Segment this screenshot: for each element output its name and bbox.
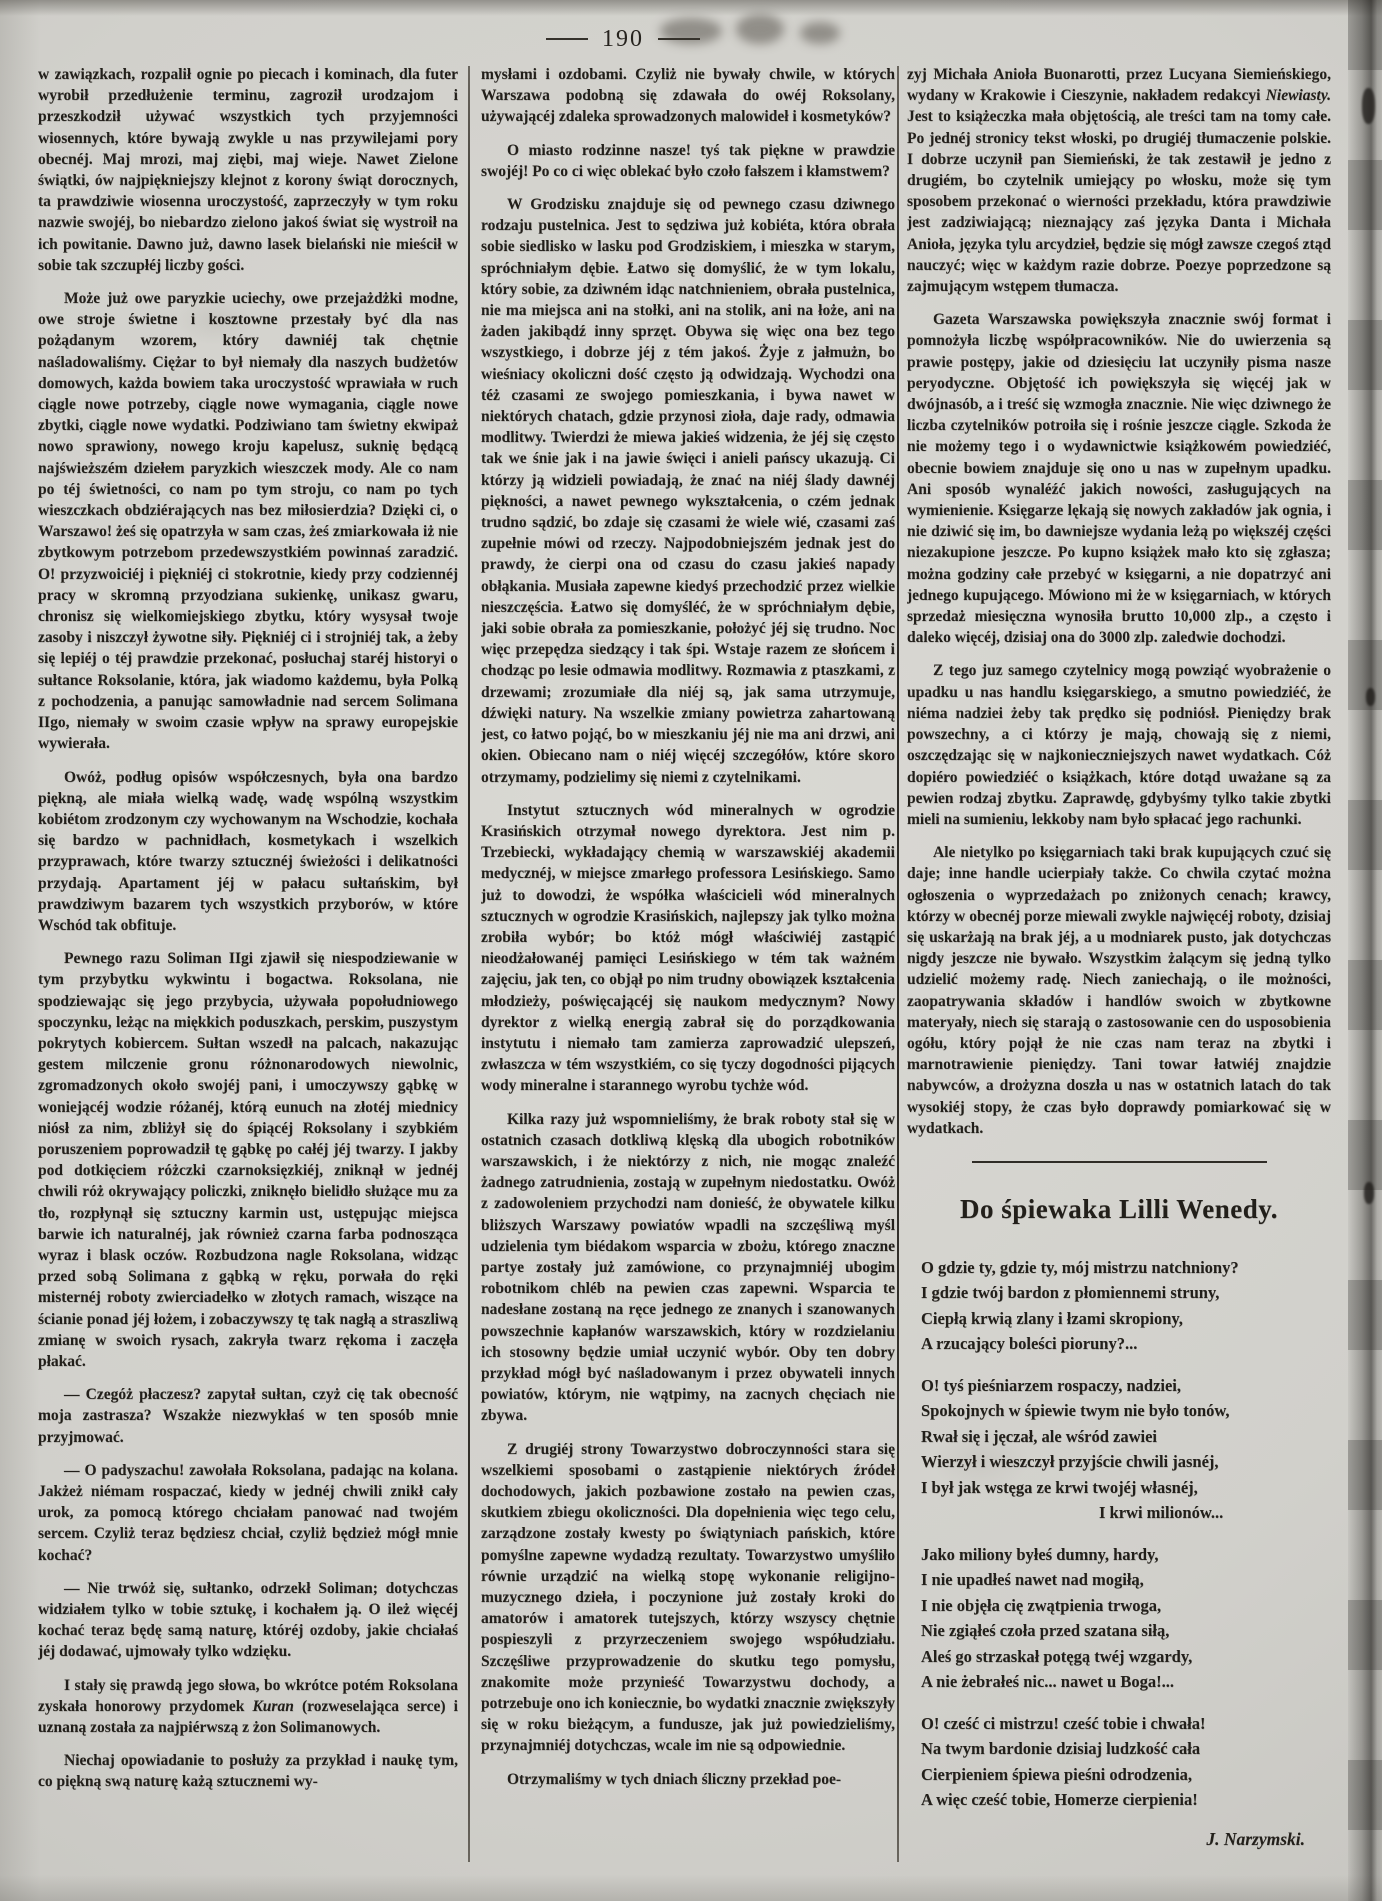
text-run: — O padyszachu! zawołała Roksolana, padając na kolana. Jakżeż niémam rospaczać, kiedy w jednéj chwili znikł cały urok, za pomocą którego chciałam panować nad twojém sercem. Czyliż teraz będziesz chciał, czyliż będzież mógł mnie kochać? bbox=[38, 1461, 458, 1564]
text-run: Jest to książeczka mała objętością, ale treści tam na tomy całe. Po jednéj stronicy tekst włoski, po drugiéj tłumaczenie polskie. I dobrze uczynił pan Siemieński, że tak zestawił je jedno z drugiém, bo czytelnik umiejący po włosku, może się tym sposobem przekonać o wierności przekładu, która prawdziwie jest zadziwiającą; nieznający zaś języka Danta i Michała Anioła, języka tylu arcydzieł, będzie się mógł zawsze czegoś ztąd nauczyć; więc w każdym razie dobrze. Poezye poprzedzone są zajmującym wstępem tłumacza. bbox=[907, 108, 1331, 296]
paragraph bbox=[38, 948, 458, 1372]
paragraph bbox=[907, 842, 1331, 1139]
paragraph bbox=[481, 140, 895, 182]
paragraph bbox=[481, 1769, 895, 1790]
text-run: w zawiązkach, rozpalił ognie po piecach i kominach, dla futer wyrobił przedłużenie terminu, zagroził urodzajom i przeszkodził używać wszystkich tych przyjemności wiosennych, które bywają zwykle u nas przywilejami pory obecnéj. Maj mrozi, maj ziębi, maj wieje. Nawet Zielone świątki, ów najpiękniejszy klejnot z korony świąt dorocznych, ta prawdziwie wiosenna uroczystość, zaprzeczyły w tym roku nazwie swojéj, bo niebardzo zielono jakoś świat się wystroił na ich powitanie. Dawno już, dawno lasek bielański nie mieścił w sobie tak szczupłéj liczby gości. bbox=[38, 66, 458, 274]
paragraph bbox=[481, 1439, 895, 1757]
poem-line: O gdzie ty, gdzie ty, mój mistrzu natchniony? bbox=[921, 1257, 1239, 1277]
gutter-ink-blob bbox=[1366, 688, 1375, 706]
paragraph bbox=[907, 660, 1331, 830]
column-divider-left bbox=[468, 66, 470, 1862]
ink-bleed-smudge bbox=[660, 18, 722, 44]
poem-line: O! cześć ci mistrzu! cześć tobie i chwała! bbox=[921, 1713, 1206, 1733]
text-run: O miasto rodzinne nasze! tyś tak piękne w prawdzie swojéj! Po co ci więc oblekać było czoło fałszem i kłamstwem? bbox=[481, 141, 895, 180]
text-run: Instytut sztucznych wód mineralnych w ogrodzie Krasińskich otrzymał nowego dyrektora. Jest nim p. Trzebiecki, wykładający chemią w warszawskiéj akademii medycznéj, w miejsce zmarłego professora Lesińskiego. Samo już to dowodzi, że współka właścicieli wód mineralnych sztucznych w ogrodzie Krasińskich, najlepszy jak tylko można zrobiła wybór; bo któż mógł właściwiéj zastąpić nieodżałowanéj pamięci Lesińskiego w tém tak ważném zajęciu, jak ten, co objął po nim trudny obowiązek kształcenia młodzieży, poświęcającéj się naukom medycznym? Nowy dyrektor z wielką energią zabrał się do porządkowania instytutu i niemało tam zamierza zaprowadzić ulepszeń, zwłaszcza w tém wszystkiém, co się tyczy dogodności pijących wody mineralne i starannego wyrobu tychże wód. bbox=[481, 801, 895, 1095]
poem-line: A więc cześć tobie, Homerze cierpienia! bbox=[921, 1790, 1198, 1810]
text-column-2 bbox=[481, 64, 895, 1882]
text-run: Z tego juz samego czytelnicy mogą powziąć wyobrażenie o upadku u nas handlu księgarskiego, a smutno powiedziéć, że niéma nadziei żeby tak prędko się podniósł. Pieniędzy brak powszechny, a ci którzy je mają, chowają się z niemi, oszczędzając się w najkonieczniejszych nawet wydatkach. Cóż dopiéro powiedziéć o książkach, które dotąd uważane są za pewien rodzaj zbytku. Zaprawdę, gdybyśmy tylko takie zbytki mieli na sumieniu, lekkoby nam było spłacać jego rachunki. bbox=[907, 662, 1331, 828]
separator-rule bbox=[972, 1161, 1267, 1163]
column-divider-right bbox=[897, 66, 899, 1862]
text-run: Ale nietylko po księgarniach taki brak kupujących czuć się daje; inne handle ucierpiały także. Co chwila czytać można ogłoszenia o wyprzedażach po zniżonych cenach; krawcy, którzy w obecnéj porze miewali zwykle najwięcéj roboty, dzisiaj się uskarżają na brak jéj, a u modniarek pusto, jak dotychczas nigdy jeszcze nie bywało. Wszystkim żalącym się jedną tylko udzielić możemy radę. Niech zaniechają, o ile możności, zaopatrywania składów i handlów swoich w zbytkowne materyały, niech się starają o zastosowanie cen do usposobienia ogółu, który pojął że nie czas nam teraz na zbytki i marnotrawienie pieniędzy. Tani towar łatwiéj znajdzie nabywców, a drożyzna doszła u nas w ostatnich latach do tak wysokiéj stopy, że czas było doprawdy pomiarkować się w wydatkach. bbox=[907, 844, 1331, 1137]
poem bbox=[907, 1255, 1331, 1813]
poem-line: Wierzył i wieszczył przyjście chwili jasnéj, bbox=[921, 1452, 1219, 1472]
header-dash-left bbox=[546, 38, 588, 40]
text-run: W Grodzisku znajduje się od pewnego czasu dziwnego rodzaju pustelnica. Jest to sędziwa już kobiéta, która obrała sobie siedlisko w lasku pod Grodziskiem, i mieszka w starym, spróchniałym dębie. Łatwo się domyślić, że w tym lokalu, który sobie, za dziwném idąc natchnieniem, obrała pustelnica, nie ma miejsca ani na stołki, ani na stolik, ani na łoże, ani na żaden jakibądź inny sprzęt. Obywa się więc ona bez tego wszystkiego, i dobrze jéj z tém jakoś. Żyje z jałmużn, bo wieśniacy okoliczni dość często ją odwidzają. Wychodzi ona téż czasami ze swojego pomieszkania, i bywa nawet w niektórych chatach, gdzie przynosi zioła, daje rady, odmawia modlitwy. Twierdzi że miewa jakieś widzenia, że jéj się często tak we śnie jak i na jawie święci i anieli pańscy ukazują. Ci którzy ją widzieli powiadają, że znać na niéj ślady dawnéj piękności, a nawet pewnego wykształcenia, o czém jednak trudno sądzić, bo zdaje się czasami że wiele wié, czasami zaś zupełnie mówi od rzeczy. Najpodobniejszém jednak jest do prawdy, że cierpi ona od czasu do czasu jakieś napady obłąkania. Musiała zapewne kiedyś przechodzić przez wielkie nieszczęścia. Łatwo się domyśléć, że w spróchniałym dębie, jaki sobie obrała za pomieszkanie, położyć jéj się trudno. Noc więc przepędza siedzący i tak śpi. Wstaje razem ze słońcem i chodząc po lesie odmawia modlitwy. Rozmawia z ptaszkami, z drzewami; zrozumiałe dla niéj są, jak sama utrzymuje, dźwięki natury. Na wszelkie zmiany powietrza zahartowaną jest, co łatwo pojąć, bo w mieszkaniu jéj nie ma ani drzwi, ani okien. Obiecano nam o niéj więcéj szczegółów, które skoro otrzymamy, podzielimy się niemi z czytelnikami. bbox=[481, 196, 895, 786]
poem-line: Jako miliony byłeś dumny, hardy, bbox=[921, 1544, 1159, 1564]
text-run: — Nie trwóż się, sułtanko, odrzekł Soliman; dotychczas widziałem tylko w tobie sztukę, i kochałem ją. O ileż więcéj kochać teraz będę samą naturę, któréj ozdoby, jakie chciałaś jéj dodawać, ujmowały tylko wdzięku. bbox=[38, 1579, 458, 1661]
paragraph bbox=[38, 64, 458, 276]
paragraph bbox=[907, 64, 1331, 297]
text-run: Kilka razy już wspomnieliśmy, że brak roboty stał się w ostatnich czasach dotkliwą klęską dla ubogich robotników warszawskich, i że niektórzy z nich, nie mogąc znaleźć żadnego zatrudnienia, zostają w zupełnym niedostatku. Owóż z zadowoleniem przychodzi nam donieść, że obywatele kilku bliższych Warszawy powiatów wpadli na szczęśliwą myśl udzielenia tym biédakom wsparcia w zbożu, którego znaczne partye zostały już zamówione, co przynajmniéj ubogim robotnikom chléb na pewien czas zapewni. Wsparcia te nadesłane zostaną na ręce jednego ze znanych i szanowanych powszechnie kapłanów warszawskich, który w rozdzielaniu ich stosowny będzie umiał uczynić wybór. Oby ten dobry przykład mógł być naśladowanym i przez obywateli innych powiatów, którym, nie wątpimy, na zacnych chęciach nie zbywa. bbox=[481, 1110, 895, 1425]
poem-line: A rzucający boleści pioruny?... bbox=[921, 1334, 1138, 1354]
text-run: (rozweselająca serce) i uznaną została za najpiérwszą z żon Solimanowych. bbox=[38, 1697, 458, 1737]
poem-stanza bbox=[921, 1255, 1331, 1357]
text-run: I stały się prawdą jego słowa, bo wkrótce potém Roksolana zyskała honorowy przydomek bbox=[38, 1676, 458, 1715]
page-number: 190 bbox=[602, 25, 644, 52]
text-column-3 bbox=[907, 64, 1331, 1882]
poem-stanza bbox=[921, 1542, 1331, 1695]
gutter-ink-blob bbox=[1364, 1182, 1374, 1204]
paragraph bbox=[38, 1384, 458, 1448]
gutter-ink-blob bbox=[1362, 88, 1375, 124]
paragraph bbox=[38, 1675, 458, 1739]
text-run: Z drugiéj strony Towarzystwo dobroczynności stara się wszelkiemi sposobami o zastąpienie niektórych źródeł dochodowych, jakich pozbawione zostało na pewien czas, skutkiem zbiegu okoliczności. Dla dopełnienia więc tego celu, zarządzone zostały kwesty po świątyniach pańskich, które pomyślne zapewne wydadzą rezultaty. Towarzystwo umyśliło równie urządzić na wielką stopę wykonanie religijno-muzycznego dzieła, i poczynione już zostały kroki do amatorów i amatorek tutejszych, którzy wszyscy chętnie pospieszyli z przyrzeczeniem swojego współudziału. Szczęśliwe przyprowadzenie do skutku tego pomysłu, znakomite może przynieść Towarzystwu dochody, a potrzebuje ono ich koniecznie, bo wydatki znacznie zwiększyły się w roku bieżącym, a fundusze, jak już powiedzieliśmy, przynajmniéj dotychczas, wcale im nie są odpowiednie. bbox=[481, 1440, 895, 1755]
paragraph bbox=[907, 309, 1331, 648]
poem-line: O! tyś pieśniarzem rospaczy, nadziei, bbox=[921, 1375, 1182, 1395]
poem-line: Rwał się i jęczał, ale wśród zawiei bbox=[921, 1426, 1157, 1446]
poem-line: I nie objęła cię zwątpienia trwoga, bbox=[921, 1595, 1162, 1615]
paragraph bbox=[38, 1750, 458, 1792]
poem-line: I nie upadłeś nawet nad mogiłą, bbox=[921, 1570, 1144, 1590]
poem-line: I gdzie twój bardon z płomiennemi struny, bbox=[921, 1283, 1220, 1303]
poem-line: Ciepłą krwią zlany i łzami skropiony, bbox=[921, 1308, 1183, 1328]
poem-line: Nie zgiąłeś czoła przed szatana siłą, bbox=[921, 1621, 1170, 1641]
text-run: zyj Michała Anioła Buonarotti, przez Lucyana Siemieńskiego, wydany w Krakowie i Cieszynie, nakładem redakcyi bbox=[907, 66, 1331, 105]
paragraph bbox=[38, 1460, 458, 1566]
poem-line: A nie żebrałeś nic... nawet u Boga!... bbox=[921, 1672, 1174, 1692]
text-run: Niewiasty. bbox=[1265, 87, 1331, 105]
text-run: mysłami i ozdobami. Czyliż nie bywały chwile, w których Warszawa podobną się zdawała do owéj Roksolany, używającéj zdaleka sprowadzonych malowideł i kosmetyków? bbox=[481, 66, 895, 126]
paragraph bbox=[38, 1578, 458, 1663]
text-run: — Czegóż płaczesz? zapytał sułtan, czyż cię tak obecność moja zastrasza? Wszakże niezwykłaś w ten sposób mnie przyjmować. bbox=[38, 1386, 458, 1446]
poem-line: I był jak wstęga ze krwi twojéj własnéj, bbox=[921, 1477, 1198, 1497]
paragraph bbox=[38, 288, 458, 754]
poem-signature: J. Narzymski. bbox=[1206, 1828, 1305, 1849]
poem-line: Spokojnych w śpiewie twym nie było tonów, bbox=[921, 1401, 1230, 1421]
paragraph bbox=[481, 64, 895, 128]
poem-line: Na twym bardonie dzisiaj ludzkość cała bbox=[921, 1739, 1201, 1759]
text-run: Pewnego razu Soliman IIgi zjawił się niespodziewanie w tym przybytku wykwintu i bogactwa. Roksolana, nie spodziewając się jego przybycia, używała popołudniowego spoczynku, leżąc na miękkich poduszkach, perskim, puszystym pokrytych kobiercem. Sułtan wszedł na palcach, nakazując gestem milczenie gronu różnonarodowych niewolnic, zgromadzonych około swojéj pani, i umoczywszy gąbkę w woniejącéj wodzie różanéj, którą eunuch na złotéj miednicy niósł za nim, zbliżył się do śpiącéj Roksolany i szybkiém poruszeniem poprowadził tę gąbkę po całéj jéj twarzy. I jakby pod dotkięciem różczki czarnoksięzkiéj, zniknął w jednéj chwili róż okrywający policzki, zniknęło bielidło służące mu za tło, rozpłynął się sztuczny karmin ust, ustępując miejsca barwie ich naturalnéj, jak również czarna farba podnosząca wyraz i blask oczów. Rozbudzona nagle Roksolana, widząc przed sobą Solimana z gąbką w ręku, porwała do ręki misternéj roboty zwierciadełko w złotych ramach, wiszące na ścianie ponad jéj łożem, i zobaczywszy tę tak nagłą a straszliwą zmianę w swoich rysach, zakryła twarz rękoma i zaczęła płakać. bbox=[38, 950, 458, 1370]
poem-line: Cierpieniem śpiewa pieśni odrodzenia, bbox=[921, 1764, 1193, 1784]
paragraph bbox=[481, 194, 895, 788]
paragraph bbox=[38, 767, 458, 937]
ink-bleed-smudge bbox=[800, 22, 840, 44]
poem-line: Aleś go strzaskał potęgą twéj wzgardy, bbox=[921, 1646, 1193, 1666]
text-run: Niechaj opowiadanie to posłuży za przykład i naukę tym, co piękną swą naturę każą sztucznemi wy- bbox=[38, 1752, 458, 1791]
text-run: Gazeta Warszawska powiększyła znacznie swój format i pomnożyła liczbę współpracowników. Nie do uwierzenia są prawie postępy, jakie od dziesięciu lat uczyniły pisma nasze peryodyczne. Objętość ich powiększyła się więcéj jak w dwójnasób, a i treść się wzmogła znacznie. Nie więc dziwnego że liczba czytelników potroiła się i rośnie jeszcze ciągle. Szkoda że nie możemy tego i o wydawnictwie książkowém powiedziéć, obecnie bowiem znajduje się ono u nas w zupełnym upadku. Ani sposób wynaléźć jakich nowości, zasługujących na wymienienie. Księgarze lękają się nowych zakładów jak ognia, i nie dziwić się im, bo dawniejsze wydania leżą po większéj części niezakupione jeszcze. Po kupno książek mało kto się zgłasza; można godziny całe przebyć w księgarni, a nie dopatrzyć ani jednego kupującego. Mówiono mi że w księgarniach, w których sprzedaż miesięczna wynosiła brutto 10,000 zlp., a często i daleko więcéj, dzisiaj ona do 3000 zlp. zaledwie dochodzi. bbox=[907, 311, 1331, 647]
poem-heading: Do śpiewaka Lilli Wenedy. bbox=[959, 1193, 1279, 1224]
paragraph bbox=[481, 1109, 895, 1427]
poem-stanza bbox=[921, 1711, 1331, 1813]
paragraph bbox=[481, 800, 895, 1097]
text-run: Kuran bbox=[252, 1697, 294, 1715]
text-run: Owóż, podług opisów współczesnych, była ona bardzo piękną, ale miała wielką wadę, wadę wspólną wszystkim kobiétom zrodzonym czy wychowanym na Wschodzie, kochała się bardzo w pachnidłach, kosmetykach i wszelkich przyprawach, które twarzy sztucznéj świeżości i delikatności przydają. Apartament jéj w pałacu sułtańskim, był prawdziwym bazarem tych wszystkich przyborów, w które Wschód tak obfituje. bbox=[38, 768, 458, 934]
poem-line: I krwi milionów... bbox=[1099, 1503, 1224, 1523]
page-gutter-shadow bbox=[1348, 0, 1382, 1901]
poem-stanza bbox=[921, 1373, 1331, 1526]
poem-section bbox=[907, 1161, 1331, 1850]
text-run: Otrzymaliśmy w tych dniach śliczny przekład poe- bbox=[507, 1770, 842, 1788]
text-run: Może już owe paryzkie uciechy, owe przejażdżki modne, owe stroje świetne i kosztowne przestały być dla nas pożądanym wzorem, który dawniéj tak chętnie naśladowaliśmy. Ciężar to był niemały dla naszych budżetów domowych, każda bowiem taka uroczystość wprawiała w ruch ciągle nowe potrzeby, ciągle nowe wymagania, ciągle nowe zbytki, ciągle nowe wydatki. Podziwiano tam świetny ekwipaż nowo sprawiony, nowego kroju kapelusz, suknię będącą najświeższém dziełem paryzkich wieszczek mody. Ale co nam po téj świetności, co nam po tym stroju, co nam po tych wieszczkach obdziérających nas bez miłosierdzia? Dzięki ci, o Warszawo! żeś się opatrzyła w sam czas, żeś zmiarkowała iż nie zbytkowym potrzebom przedewszystkiém powinnaś zaradzić. O! przyzwoiciéj i piękniéj ci stokrotnie, kiedy przy codziennéj pracy w skromną przyodziana sukienkę, unikasz gwaru, chronisz się wielkomiejskiego zbytku, który wysysał twoje zasoby i niszczył żywotne siły. Piękniéj ci i strojniéj tak, a żeby się lepiéj o téj prawdzie przekonać, posłuchaj staréj historyi o sułtance Roksolanie, która, jak wiadomo każdemu, była Polką z pochodzenia, a panując samowładnie nad sercem Solimana IIgo, niemały w swoim czasie wpływ na sprawy europejskie wywierała. bbox=[38, 290, 458, 753]
ink-bleed-smudge bbox=[736, 14, 784, 44]
text-column-1 bbox=[38, 64, 458, 1882]
